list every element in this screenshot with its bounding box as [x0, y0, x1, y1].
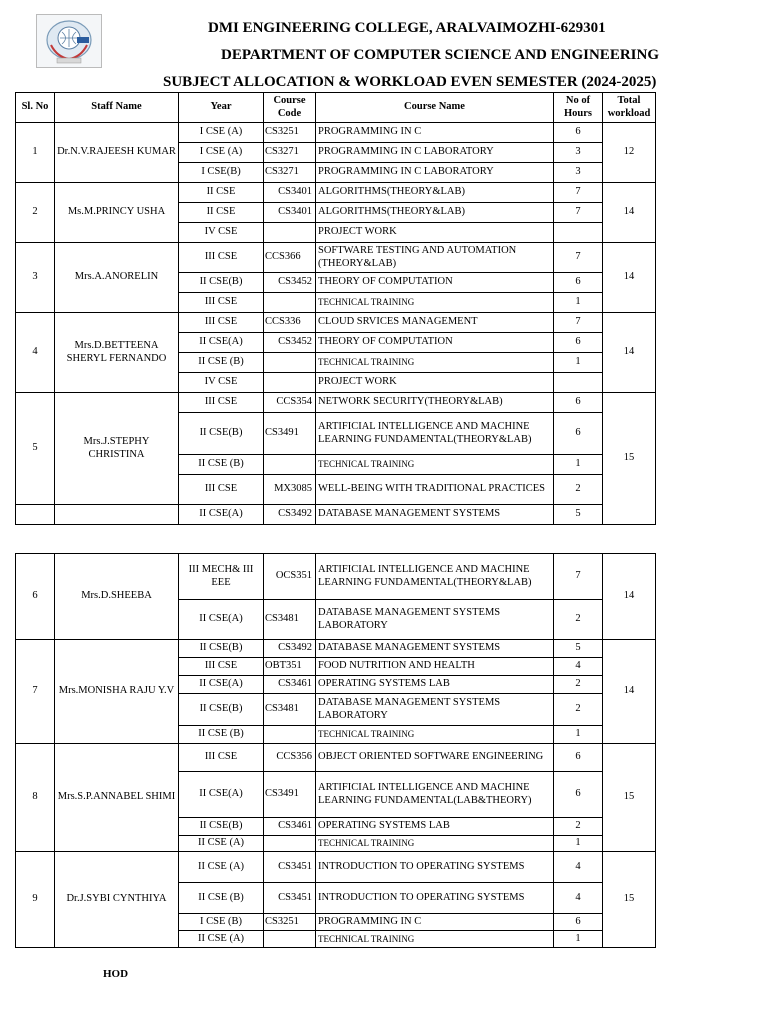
course-name-cell: PROGRAMMING IN C [316, 914, 554, 931]
slno-cell-continued [16, 505, 55, 525]
course-code-cell: MX3085 [264, 475, 316, 505]
hours-cell: 1 [554, 726, 603, 744]
year-cell: III CSE [179, 293, 264, 313]
staff-name-cell: Mrs.D.SHEEBA [55, 554, 179, 640]
course-code-cell: CS3481 [264, 600, 316, 640]
staff-name-cell: Mrs.MONISHA RAJU Y.V [55, 640, 179, 744]
total-workload-cell: 14 [603, 554, 656, 640]
hours-cell: 7 [554, 243, 603, 273]
hours-cell: 1 [554, 931, 603, 948]
course-name-cell: TECHNICAL TRAINING [316, 353, 554, 373]
year-cell: II CSE (A) [179, 836, 264, 852]
year-cell: III CSE [179, 744, 264, 772]
course-code-cell: CS3451 [264, 852, 316, 883]
col-header-staff: Staff Name [55, 93, 179, 123]
course-name-cell: ALGORITHMS(THEORY&LAB) [316, 183, 554, 203]
slno-cell: 8 [16, 744, 55, 852]
col-header-total: Total workload [603, 93, 656, 123]
course-name-cell: ALGORITHMS(THEORY&LAB) [316, 203, 554, 223]
total-workload-cell: 15 [603, 852, 656, 948]
course-name-cell: CLOUD SRVICES MANAGEMENT [316, 313, 554, 333]
hours-cell: 6 [554, 333, 603, 353]
hours-cell: 7 [554, 183, 603, 203]
course-name-cell: ARTIFICIAL INTELLIGENCE AND MACHINE LEARNING FUNDAMENTAL(LAB&THEORY) [316, 772, 554, 818]
hours-cell: 1 [554, 836, 603, 852]
staff-name-cell: Mrs.A.ANORELIN [55, 243, 179, 313]
course-code-cell [264, 455, 316, 475]
table-row [16, 393, 656, 413]
course-code-cell: OBT351 [264, 658, 316, 676]
year-cell: III CSE [179, 658, 264, 676]
staff-name-cell: Mrs.J.STEPHY CHRISTINA [55, 393, 179, 505]
course-code-cell: CS3251 [264, 914, 316, 931]
course-code-cell: CS3461 [264, 676, 316, 694]
course-name-cell: TECHNICAL TRAINING [316, 836, 554, 852]
course-code-cell: CS3461 [264, 818, 316, 836]
hours-cell: 7 [554, 313, 603, 333]
course-name-cell: INTRODUCTION TO OPERATING SYSTEMS [316, 852, 554, 883]
year-cell: II CSE (B) [179, 726, 264, 744]
staff-name-cell: Dr.N.V.RAJEESH KUMAR [55, 123, 179, 183]
hours-cell: 5 [554, 505, 603, 525]
course-code-cell [264, 373, 316, 393]
staff-name-cell: Dr.J.SYBI CYNTHIYA [55, 852, 179, 948]
course-name-cell: INTRODUCTION TO OPERATING SYSTEMS [316, 883, 554, 914]
col-header-slno: Sl. No [16, 93, 55, 123]
course-code-cell: CCS366 [264, 243, 316, 273]
year-cell: II CSE(B) [179, 694, 264, 726]
hours-cell: 6 [554, 413, 603, 455]
hours-cell: 1 [554, 293, 603, 313]
year-cell: II CSE(B) [179, 273, 264, 293]
course-name-cell: SOFTWARE TESTING AND AUTOMATION (THEORY&LAB) [316, 243, 554, 273]
course-name-cell: TECHNICAL TRAINING [316, 726, 554, 744]
table-row [16, 183, 656, 203]
total-workload-cell: 12 [603, 123, 656, 183]
hours-cell: 4 [554, 883, 603, 914]
hours-cell: 6 [554, 273, 603, 293]
total-workload-cell: 15 [603, 744, 656, 852]
course-code-cell: CS3492 [264, 640, 316, 658]
staff-name-cell: Ms.M.PRINCY USHA [55, 183, 179, 243]
college-name: DMI ENGINEERING COLLEGE, ARALVAIMOZHI-629301 [208, 20, 606, 36]
course-code-cell: CS3452 [264, 333, 316, 353]
year-cell: III MECH& III EEE [179, 554, 264, 600]
hours-cell: 3 [554, 143, 603, 163]
course-name-cell: PROGRAMMING IN C [316, 123, 554, 143]
table-row [16, 313, 656, 333]
course-code-cell: CS3452 [264, 273, 316, 293]
table-row [16, 123, 656, 143]
course-code-cell: CS3271 [264, 163, 316, 183]
hours-cell: 2 [554, 475, 603, 505]
course-name-cell: DATABASE MANAGEMENT SYSTEMS LABORATORY [316, 600, 554, 640]
course-name-cell: OPERATING SYSTEMS LAB [316, 676, 554, 694]
col-header-year: Year [179, 93, 264, 123]
page-title: SUBJECT ALLOCATION & WORKLOAD EVEN SEMESTER (2024-2025) [163, 74, 657, 90]
year-cell: IV CSE [179, 223, 264, 243]
course-name-cell: PROGRAMMING IN C LABORATORY [316, 143, 554, 163]
course-name-cell: THEORY OF COMPUTATION [316, 333, 554, 353]
year-cell: I CSE (A) [179, 123, 264, 143]
hours-cell: 7 [554, 203, 603, 223]
staff-name-cell: Mrs.S.P.ANNABEL SHIMI [55, 744, 179, 852]
course-code-cell: CS3251 [264, 123, 316, 143]
hours-cell: 4 [554, 658, 603, 676]
slno-cell: 9 [16, 852, 55, 948]
hours-cell: 2 [554, 694, 603, 726]
hours-cell: 6 [554, 772, 603, 818]
course-name-cell: ARTIFICIAL INTELLIGENCE AND MACHINE LEARNING FUNDAMENTAL(THEORY&LAB) [316, 413, 554, 455]
course-code-cell: CS3451 [264, 883, 316, 914]
course-name-cell: WELL-BEING WITH TRADITIONAL PRACTICES [316, 475, 554, 505]
year-cell: II CSE(A) [179, 676, 264, 694]
hours-cell [554, 373, 603, 393]
course-code-cell: CS3491 [264, 772, 316, 818]
course-name-cell: NETWORK SECURITY(THEORY&LAB) [316, 393, 554, 413]
hours-cell: 4 [554, 852, 603, 883]
table-row [16, 744, 656, 772]
year-cell: III CSE [179, 313, 264, 333]
total-workload-cell: 15 [603, 393, 656, 525]
course-name-cell: DATABASE MANAGEMENT SYSTEMS [316, 640, 554, 658]
course-name-cell: OPERATING SYSTEMS LAB [316, 818, 554, 836]
course-name-cell: OBJECT ORIENTED SOFTWARE ENGINEERING [316, 744, 554, 772]
table-row [16, 505, 656, 525]
course-code-cell: CS3401 [264, 183, 316, 203]
hours-cell [554, 223, 603, 243]
course-code-cell: CS3491 [264, 413, 316, 455]
year-cell: II CSE(B) [179, 640, 264, 658]
college-seal-logo [36, 14, 102, 68]
year-cell: II CSE [179, 203, 264, 223]
year-cell: II CSE (B) [179, 883, 264, 914]
table-row [16, 243, 656, 273]
course-name-cell: THEORY OF COMPUTATION [316, 273, 554, 293]
course-name-cell: ARTIFICIAL INTELLIGENCE AND MACHINE LEARNING FUNDAMENTAL(THEORY&LAB) [316, 554, 554, 600]
year-cell: III CSE [179, 475, 264, 505]
table-header-row [16, 93, 656, 123]
year-cell: II CSE (B) [179, 353, 264, 373]
course-code-cell: CCS354 [264, 393, 316, 413]
table-row [16, 554, 656, 600]
year-cell: II CSE(A) [179, 333, 264, 353]
year-cell: I CSE (B) [179, 914, 264, 931]
year-cell: II CSE(A) [179, 505, 264, 525]
hours-cell: 2 [554, 818, 603, 836]
hours-cell: 5 [554, 640, 603, 658]
col-header-course: Course Name [316, 93, 554, 123]
course-name-cell: PROGRAMMING IN C LABORATORY [316, 163, 554, 183]
year-cell: I CSE(B) [179, 163, 264, 183]
course-name-cell: TECHNICAL TRAINING [316, 293, 554, 313]
hours-cell: 6 [554, 744, 603, 772]
hours-cell: 7 [554, 554, 603, 600]
year-cell: II CSE(A) [179, 600, 264, 640]
course-code-cell [264, 223, 316, 243]
hours-cell: 3 [554, 163, 603, 183]
slno-cell: 3 [16, 243, 55, 313]
year-cell: II CSE(B) [179, 818, 264, 836]
staff-name-cell: Mrs.D.BETTEENA SHERYL FERNANDO [55, 313, 179, 393]
year-cell: II CSE [179, 183, 264, 203]
course-name-cell: DATABASE MANAGEMENT SYSTEMS [316, 505, 554, 525]
table-row [16, 640, 656, 658]
year-cell: II CSE(B) [179, 413, 264, 455]
course-code-cell: CS3492 [264, 505, 316, 525]
course-code-cell: CCS336 [264, 313, 316, 333]
table-row [16, 852, 656, 883]
hours-cell: 2 [554, 676, 603, 694]
course-name-cell: TECHNICAL TRAINING [316, 455, 554, 475]
course-name-cell: PROJECT WORK [316, 223, 554, 243]
slno-cell: 2 [16, 183, 55, 243]
course-code-cell: CCS356 [264, 744, 316, 772]
year-cell: II CSE(A) [179, 772, 264, 818]
course-code-cell: CS3401 [264, 203, 316, 223]
course-code-cell [264, 931, 316, 948]
col-header-code: Course Code [264, 93, 316, 123]
year-cell: II CSE (A) [179, 931, 264, 948]
course-code-cell [264, 353, 316, 373]
course-code-cell [264, 726, 316, 744]
department-name: DEPARTMENT OF COMPUTER SCIENCE AND ENGINEERING [221, 47, 659, 63]
col-header-hours: No of Hours [554, 93, 603, 123]
course-name-cell: FOOD NUTRITION AND HEALTH [316, 658, 554, 676]
year-cell: III CSE [179, 243, 264, 273]
year-cell: IV CSE [179, 373, 264, 393]
allocation-table-part-2 [15, 553, 656, 948]
hours-cell: 1 [554, 353, 603, 373]
year-cell: II CSE (A) [179, 852, 264, 883]
hours-cell: 2 [554, 600, 603, 640]
course-name-cell: DATABASE MANAGEMENT SYSTEMS LABORATORY [316, 694, 554, 726]
year-cell: II CSE (B) [179, 455, 264, 475]
hours-cell: 6 [554, 393, 603, 413]
slno-cell: 7 [16, 640, 55, 744]
hours-cell: 6 [554, 123, 603, 143]
slno-cell: 6 [16, 554, 55, 640]
course-name-cell: TECHNICAL TRAINING [316, 931, 554, 948]
course-code-cell: CS3481 [264, 694, 316, 726]
total-workload-cell: 14 [603, 640, 656, 744]
hod-signature-label: HOD [103, 968, 129, 980]
course-code-cell [264, 836, 316, 852]
staff-name-cell-continued [55, 505, 179, 525]
course-code-cell: CS3271 [264, 143, 316, 163]
allocation-table-part-1 [15, 92, 656, 525]
year-cell: I CSE (A) [179, 143, 264, 163]
slno-cell: 4 [16, 313, 55, 393]
total-workload-cell: 14 [603, 313, 656, 393]
course-name-cell: PROJECT WORK [316, 373, 554, 393]
hours-cell: 1 [554, 455, 603, 475]
year-cell: III CSE [179, 393, 264, 413]
total-workload-cell: 14 [603, 183, 656, 243]
course-code-cell [264, 293, 316, 313]
hours-cell: 6 [554, 914, 603, 931]
slno-cell: 1 [16, 123, 55, 183]
total-workload-cell: 14 [603, 243, 656, 313]
slno-cell: 5 [16, 393, 55, 505]
course-code-cell: OCS351 [264, 554, 316, 600]
